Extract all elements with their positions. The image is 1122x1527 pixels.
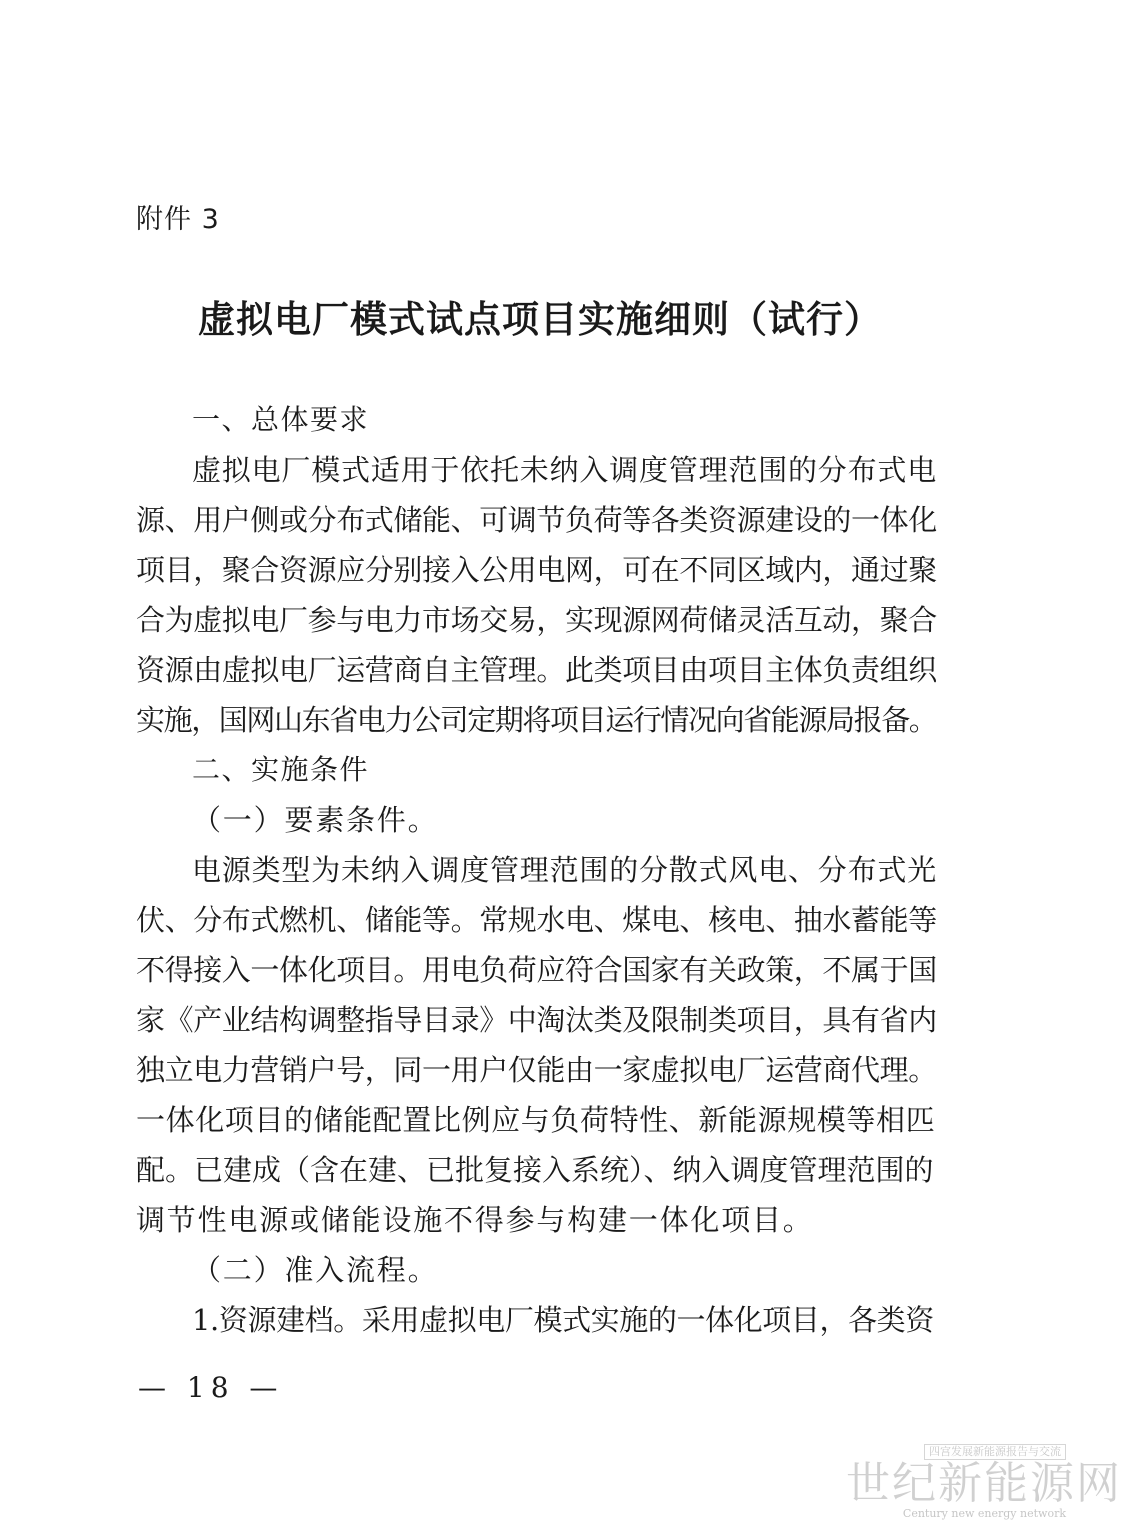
paragraph-line: 实施，国网山东省电力公司定期将项目运行情况向省能源局报备。 — [136, 703, 937, 737]
paragraph-line: 伏、分布式燃机、储能等。常规水电、煤电、核电、抽水蓄能等 — [136, 903, 937, 937]
paragraph-line: 源、用户侧或分布式储能、可调节负荷等各类资源建设的一体化 — [136, 503, 937, 537]
watermark-site-name: 世纪新能源网 — [846, 1458, 1122, 1509]
paragraph-line: 项目，聚合资源应分别接入公用电网，可在不同区域内，通过聚 — [136, 553, 937, 587]
attachment-label: 附件 3 — [136, 204, 220, 235]
document-title: 虚拟电厂模式试点项目实施细则（试行） — [198, 298, 882, 341]
watermark-english-name: Century new energy network — [902, 1507, 1066, 1520]
paragraph-line: 1.资源建档。采用虚拟电厂模式实施的一体化项目，各类资 — [192, 1303, 934, 1337]
paragraph-line: 不得接入一体化项目。用电负荷应符合国家有关政策，不属于国 — [136, 953, 937, 987]
paragraph-line: 虚拟电厂模式适用于依托未纳入调度管理范围的分布式电 — [192, 453, 938, 487]
paragraph-line: 配。已建成（含在建、已批复接入系统）、纳入调度管理范围的 — [136, 1153, 934, 1187]
watermark-logo — [846, 1440, 1122, 1520]
subsection-heading-access-process: （二）准入流程。 — [192, 1253, 439, 1287]
watermark-tagline: 四宫发展新能源报告与交流 — [924, 1444, 1066, 1460]
paragraph-line: 资源由虚拟电厂运营商自主管理。此类项目由项目主体负责组织 — [136, 653, 937, 687]
subsection-heading-element-conditions: （一）要素条件。 — [192, 803, 439, 837]
paragraph-line: 电源类型为未纳入调度管理范围的分散式风电、分布式光 — [192, 853, 938, 887]
page-number: — 18 — — [138, 1371, 284, 1404]
paragraph-line: 一体化项目的储能配置比例应与负荷特性、新能源规模等相匹 — [136, 1103, 936, 1137]
paragraph-line: 合为虚拟电厂参与电力市场交易，实现源网荷储灵活互动，聚合 — [136, 603, 937, 637]
section-heading-implementation-conditions: 二、实施条件 — [192, 753, 370, 786]
paragraph-line: 家《产业结构调整指导目录》中淘汰类及限制类项目，具有省内 — [136, 1003, 937, 1037]
section-heading-general-requirements: 一、总体要求 — [192, 403, 370, 436]
paragraph-line: 调节性电源或储能设施不得参与构建一体化项目。 — [136, 1203, 814, 1237]
paragraph-line: 独立电力营销户号，同一用户仅能由一家虚拟电厂运营商代理。 — [136, 1053, 937, 1087]
